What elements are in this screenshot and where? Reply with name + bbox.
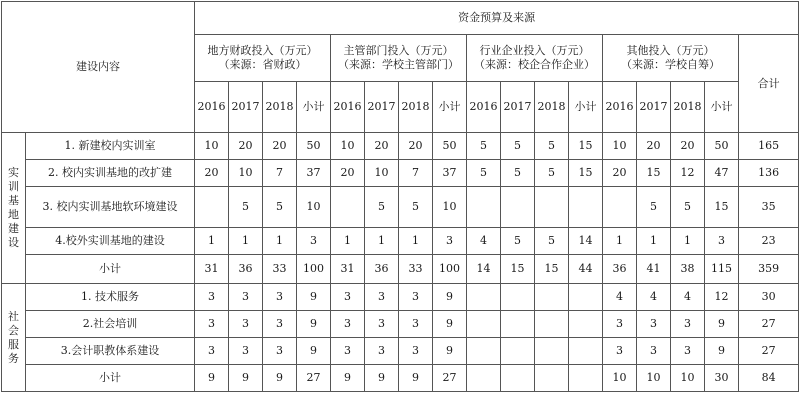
table-row (2, 228, 799, 255)
subtotal-cell: 3 (297, 228, 331, 255)
group-label-char: 训 (8, 180, 19, 193)
value-cell: 3 (399, 284, 433, 311)
value-cell: 3 (331, 311, 365, 338)
year-header: 2016 (603, 82, 637, 133)
table-row (2, 284, 799, 311)
value-cell: 3 (399, 311, 433, 338)
value-cell: 5 (467, 133, 501, 160)
subtotal-cell (569, 284, 603, 311)
value-cell: 4 (467, 228, 501, 255)
value-cell (467, 365, 501, 392)
subtotal-cell: 44 (569, 255, 603, 284)
subtotal-header: 小计 (433, 82, 467, 133)
group-label-char: 基 (8, 194, 19, 207)
subtotal-cell: 9 (433, 338, 467, 365)
subtotal-cell: 47 (705, 160, 739, 187)
source-origin: （来源：校企合作企业） (474, 58, 595, 71)
subtotal-cell: 115 (705, 255, 739, 284)
value-cell: 36 (365, 255, 399, 284)
value-cell: 4 (671, 284, 705, 311)
value-cell: 20 (331, 160, 365, 187)
value-cell (501, 311, 535, 338)
value-cell (603, 187, 637, 228)
value-cell: 10 (331, 133, 365, 160)
subtotal-cell: 12 (705, 284, 739, 311)
group-label-char: 实 (8, 166, 19, 179)
value-cell: 5 (399, 187, 433, 228)
value-cell: 3 (365, 284, 399, 311)
source-origin: （来源：学校主管部门） (338, 58, 459, 71)
value-cell: 3 (263, 311, 297, 338)
value-cell: 20 (195, 160, 229, 187)
subtotal-cell: 9 (433, 311, 467, 338)
group-label-char: 社 (8, 309, 19, 323)
value-cell (501, 338, 535, 365)
table-row (2, 133, 799, 160)
subtotal-cell: 10 (433, 187, 467, 228)
source-title: 其他投入（万元） (626, 44, 715, 57)
value-cell: 9 (195, 365, 229, 392)
value-cell: 10 (365, 160, 399, 187)
table-row (2, 338, 799, 365)
value-cell: 20 (603, 160, 637, 187)
value-cell (467, 284, 501, 311)
total-header: 合计 (739, 35, 799, 133)
item-label: 1. 技术服务 (26, 284, 195, 311)
year-header: 2016 (195, 82, 229, 133)
value-cell: 14 (467, 255, 501, 284)
value-cell: 3 (671, 338, 705, 365)
value-cell: 3 (365, 311, 399, 338)
value-cell: 10 (195, 133, 229, 160)
year-header: 2018 (263, 82, 297, 133)
value-cell: 3 (637, 338, 671, 365)
group-label (2, 133, 26, 284)
document-page (1, 1, 799, 392)
source-header-authority (331, 35, 467, 82)
budget-table (1, 1, 799, 392)
value-cell: 1 (331, 228, 365, 255)
year-header: 2018 (535, 82, 569, 133)
year-header: 2017 (637, 82, 671, 133)
value-cell: 3 (671, 311, 705, 338)
total-cell: 27 (739, 311, 799, 338)
value-cell: 3 (637, 311, 671, 338)
year-header: 2016 (331, 82, 365, 133)
year-header: 2016 (467, 82, 501, 133)
value-cell: 5 (501, 133, 535, 160)
subtotal-cell: 9 (705, 338, 739, 365)
value-cell: 3 (263, 284, 297, 311)
content-header: 建设内容 (2, 2, 195, 133)
subtotal-header: 小计 (705, 82, 739, 133)
table-row (2, 311, 799, 338)
value-cell: 3 (331, 284, 365, 311)
subtotal-cell: 100 (297, 255, 331, 284)
source-origin: （来源：学校自筹） (621, 58, 720, 71)
value-cell: 5 (263, 187, 297, 228)
source-title: 行业企业投入（万元） (479, 44, 590, 57)
total-cell: 359 (739, 255, 799, 284)
subtotal-cell: 10 (297, 187, 331, 228)
group-label-char: 设 (8, 236, 19, 249)
value-cell: 3 (229, 284, 263, 311)
subtotal-cell: 14 (569, 228, 603, 255)
value-cell: 7 (399, 160, 433, 187)
subtotal-cell: 37 (297, 160, 331, 187)
value-cell (467, 338, 501, 365)
subtotal-cell: 9 (297, 284, 331, 311)
item-label: 3. 校内实训基地软环境建设 (26, 187, 195, 228)
value-cell: 3 (263, 338, 297, 365)
total-cell: 136 (739, 160, 799, 187)
value-cell: 15 (535, 255, 569, 284)
table-body (2, 133, 799, 392)
value-cell: 10 (637, 365, 671, 392)
value-cell (535, 187, 569, 228)
subtotal-cell: 50 (705, 133, 739, 160)
value-cell: 20 (229, 133, 263, 160)
value-cell: 5 (535, 133, 569, 160)
value-cell: 3 (195, 311, 229, 338)
value-cell: 20 (263, 133, 297, 160)
value-cell: 9 (263, 365, 297, 392)
value-cell: 9 (365, 365, 399, 392)
value-cell: 5 (365, 187, 399, 228)
value-cell: 10 (603, 365, 637, 392)
value-cell: 3 (603, 338, 637, 365)
source-header-local-finance (195, 35, 331, 82)
item-label: 4.校外实训基地的建设 (26, 228, 195, 255)
total-cell: 165 (739, 133, 799, 160)
value-cell: 3 (399, 338, 433, 365)
value-cell (535, 284, 569, 311)
value-cell: 20 (637, 133, 671, 160)
value-cell (467, 187, 501, 228)
total-cell: 30 (739, 284, 799, 311)
value-cell: 31 (195, 255, 229, 284)
value-cell: 3 (229, 338, 263, 365)
value-cell: 33 (263, 255, 297, 284)
value-cell (501, 187, 535, 228)
subtotal-cell: 9 (433, 284, 467, 311)
value-cell (535, 338, 569, 365)
item-label: 3.会计职教体系建设 (26, 338, 195, 365)
value-cell: 5 (535, 228, 569, 255)
subtotal-cell: 37 (433, 160, 467, 187)
source-title: 主管部门投入（万元） (343, 44, 454, 57)
source-header-industry (467, 35, 603, 82)
group-label-char: 地 (8, 208, 19, 221)
item-label: 1. 新建校内实训室 (26, 133, 195, 160)
value-cell (501, 284, 535, 311)
value-cell: 20 (365, 133, 399, 160)
value-cell: 1 (637, 228, 671, 255)
value-cell: 20 (671, 133, 705, 160)
subtotal-cell: 9 (297, 338, 331, 365)
value-cell: 7 (263, 160, 297, 187)
value-cell: 3 (229, 311, 263, 338)
subtotal-header: 小计 (297, 82, 331, 133)
value-cell: 36 (229, 255, 263, 284)
value-cell: 3 (195, 284, 229, 311)
value-cell: 1 (365, 228, 399, 255)
subtotal-cell (569, 365, 603, 392)
value-cell: 5 (501, 160, 535, 187)
value-cell: 3 (365, 338, 399, 365)
year-header: 2018 (671, 82, 705, 133)
group-label-char: 会 (8, 323, 19, 337)
value-cell: 41 (637, 255, 671, 284)
subtotal-cell: 15 (705, 187, 739, 228)
value-cell: 9 (229, 365, 263, 392)
subtotal-cell: 3 (705, 228, 739, 255)
total-cell: 23 (739, 228, 799, 255)
group-label-char: 服 (8, 337, 19, 351)
subtotal-cell (569, 311, 603, 338)
group-label-char: 务 (8, 351, 19, 365)
total-cell: 84 (739, 365, 799, 392)
value-cell: 12 (671, 160, 705, 187)
source-title: 地方财政投入（万元） (207, 44, 318, 57)
value-cell (501, 365, 535, 392)
total-cell: 35 (739, 187, 799, 228)
year-header: 2017 (229, 82, 263, 133)
value-cell: 15 (637, 160, 671, 187)
total-cell: 27 (739, 338, 799, 365)
value-cell: 4 (603, 284, 637, 311)
year-header: 2018 (399, 82, 433, 133)
subtotal-cell: 15 (569, 160, 603, 187)
value-cell: 9 (331, 365, 365, 392)
group-label-char: 建 (8, 222, 19, 235)
value-cell: 31 (331, 255, 365, 284)
value-cell: 33 (399, 255, 433, 284)
value-cell: 1 (195, 228, 229, 255)
value-cell: 10 (603, 133, 637, 160)
header-row-budget (2, 2, 799, 35)
value-cell: 20 (399, 133, 433, 160)
value-cell: 38 (671, 255, 705, 284)
value-cell: 10 (229, 160, 263, 187)
value-cell: 10 (671, 365, 705, 392)
value-cell: 4 (637, 284, 671, 311)
subtotal-cell: 3 (433, 228, 467, 255)
value-cell: 1 (603, 228, 637, 255)
item-label: 小计 (26, 365, 195, 392)
table-row (2, 160, 799, 187)
value-cell: 5 (229, 187, 263, 228)
group-label (2, 284, 26, 392)
value-cell: 9 (399, 365, 433, 392)
value-cell: 15 (501, 255, 535, 284)
value-cell (535, 311, 569, 338)
subtotal-cell: 100 (433, 255, 467, 284)
subtotal-cell: 27 (297, 365, 331, 392)
value-cell: 1 (263, 228, 297, 255)
value-cell: 5 (501, 228, 535, 255)
table-row (2, 255, 799, 284)
value-cell: 36 (603, 255, 637, 284)
item-label: 小计 (26, 255, 195, 284)
budget-header: 资金预算及来源 (195, 2, 799, 35)
item-label: 2.社会培训 (26, 311, 195, 338)
subtotal-cell (569, 338, 603, 365)
item-label: 2. 校内实训基地的改扩建 (26, 160, 195, 187)
value-cell (535, 365, 569, 392)
subtotal-header: 小计 (569, 82, 603, 133)
value-cell: 5 (535, 160, 569, 187)
subtotal-cell: 9 (297, 311, 331, 338)
subtotal-cell (569, 187, 603, 228)
source-origin: （来源：省财政） (218, 58, 307, 71)
value-cell: 5 (671, 187, 705, 228)
value-cell: 3 (603, 311, 637, 338)
subtotal-cell: 9 (705, 311, 739, 338)
subtotal-cell: 30 (705, 365, 739, 392)
subtotal-cell: 15 (569, 133, 603, 160)
year-header: 2017 (501, 82, 535, 133)
table-row (2, 187, 799, 228)
year-header: 2017 (365, 82, 399, 133)
value-cell: 5 (637, 187, 671, 228)
subtotal-cell: 50 (297, 133, 331, 160)
value-cell (195, 187, 229, 228)
value-cell: 1 (671, 228, 705, 255)
subtotal-cell: 27 (433, 365, 467, 392)
value-cell: 5 (467, 160, 501, 187)
value-cell (331, 187, 365, 228)
value-cell: 3 (195, 338, 229, 365)
value-cell (467, 311, 501, 338)
value-cell: 1 (399, 228, 433, 255)
value-cell: 3 (331, 338, 365, 365)
table-row (2, 365, 799, 392)
source-header-other (603, 35, 739, 82)
value-cell: 1 (229, 228, 263, 255)
subtotal-cell: 50 (433, 133, 467, 160)
